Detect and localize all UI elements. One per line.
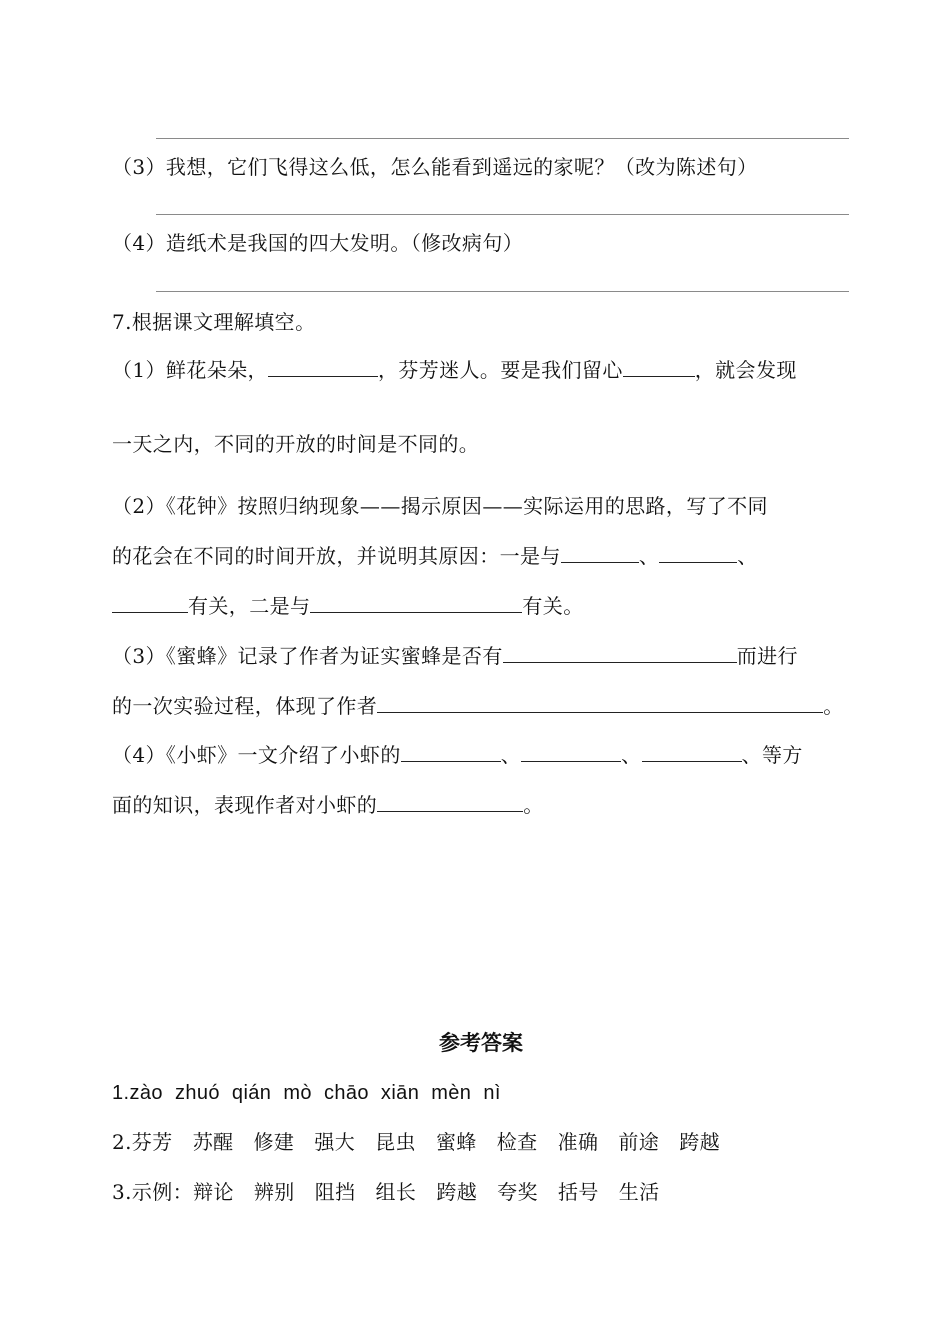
fill-blank	[503, 642, 737, 663]
answer-word: 阻挡	[314, 1180, 356, 1204]
text: ，就会发现	[694, 358, 797, 382]
pinyin-word: chāo	[323, 1082, 369, 1104]
pinyin-word: mèn	[431, 1082, 472, 1104]
q7-sentence-4-cont	[112, 791, 544, 819]
fill-blank	[268, 356, 378, 377]
text: （1）鲜花朵朵，	[112, 358, 268, 382]
text: ，芬芳迷人。要是我们留心	[377, 358, 623, 382]
answer-1	[112, 1078, 501, 1107]
q7-sentence-2: （2）《花钟》按照归纳现象——揭示原因——实际运用的思路，写了不同	[112, 494, 768, 518]
text: 、	[500, 743, 522, 767]
answer-word: 苏醒	[192, 1130, 234, 1154]
text: 而进行	[736, 644, 798, 668]
fill-blank	[521, 741, 621, 762]
answer-word: 括号	[557, 1180, 599, 1204]
answer-word: 跨越	[436, 1180, 478, 1204]
fill-blank	[642, 741, 742, 762]
pinyin-word: xiān	[380, 1082, 420, 1104]
text: 有关，二是与	[188, 594, 311, 618]
answer-word: 辨别	[253, 1180, 295, 1204]
fill-blank	[623, 356, 695, 377]
q6-item-3: （3）我想，它们飞得这么低，怎么能看到遥远的家呢？（改为陈述句）	[112, 155, 758, 179]
answer-line	[156, 214, 849, 215]
answer-word: 夸奖	[497, 1180, 538, 1204]
text: 有关。	[522, 594, 584, 618]
pinyin-word: qián	[231, 1082, 272, 1104]
answer-word: 强大	[314, 1130, 356, 1154]
fill-blank	[310, 592, 522, 613]
answer-word: 组长	[375, 1180, 417, 1204]
q7-sentence-3-cont	[112, 692, 844, 720]
answer-word: 蜜蜂	[435, 1130, 477, 1154]
answer-word: 昆虫	[375, 1130, 416, 1154]
answer-word: 跨越	[679, 1130, 721, 1154]
q7-sentence-2-cont	[112, 542, 758, 570]
fill-blank	[561, 542, 639, 563]
answer-word: 修建	[253, 1130, 295, 1154]
fill-blank	[659, 542, 737, 563]
text: 的花会在不同的时间开放，并说明其原因：一是与	[112, 544, 561, 568]
answer-2	[112, 1128, 720, 1156]
text: 。	[823, 694, 844, 718]
text: 、	[638, 544, 660, 568]
q7-sentence-3	[112, 642, 798, 670]
answer-word: 检查	[496, 1130, 538, 1154]
fill-blank	[112, 592, 188, 613]
answer-word: 芬芳	[131, 1130, 173, 1154]
text: （4）《小虾》一文介绍了小虾的	[112, 743, 401, 767]
text: 的一次实验过程，体现了作者	[112, 694, 378, 718]
answer-label: 1.	[112, 1082, 130, 1104]
answer-line	[156, 291, 849, 292]
answer-word: 准确	[557, 1130, 599, 1154]
fill-blank	[377, 791, 523, 812]
q7-sentence-4	[112, 741, 803, 769]
q7-sentence-1-cont: 一天之内，不同的开放的时间是不同的。	[112, 432, 480, 456]
pinyin-word: zhuó	[174, 1082, 220, 1104]
text: 。	[523, 793, 544, 817]
q7-heading: 7.根据课文理解填空。	[112, 310, 316, 334]
pinyin-word: nì	[483, 1082, 501, 1104]
pinyin-word: zào	[129, 1082, 163, 1104]
answer-word: 辩论	[193, 1180, 234, 1204]
answer-label: 3.示例：	[112, 1180, 194, 1204]
text: 、	[737, 544, 758, 568]
answer-label: 2.	[112, 1130, 132, 1154]
pinyin-word: mò	[283, 1082, 312, 1104]
answer-word: 前途	[618, 1130, 660, 1154]
text: 、	[621, 743, 642, 767]
q7-sentence-1	[112, 356, 797, 384]
q7-sentence-2-end	[112, 592, 584, 620]
answers-title: 参考答案	[439, 1031, 523, 1055]
q6-item-4: （4）造纸术是我国的四大发明。（修改病句）	[112, 231, 524, 255]
answer-word: 生活	[618, 1180, 660, 1204]
text: 面的知识，表现作者对小虾的	[112, 793, 378, 817]
answer-line	[156, 138, 849, 139]
fill-blank	[377, 692, 823, 713]
fill-blank	[401, 741, 501, 762]
text: （3）《蜜蜂》记录了作者为证实蜜蜂是否有	[112, 644, 503, 668]
answer-3	[112, 1178, 660, 1206]
text: 、等方	[741, 743, 803, 767]
